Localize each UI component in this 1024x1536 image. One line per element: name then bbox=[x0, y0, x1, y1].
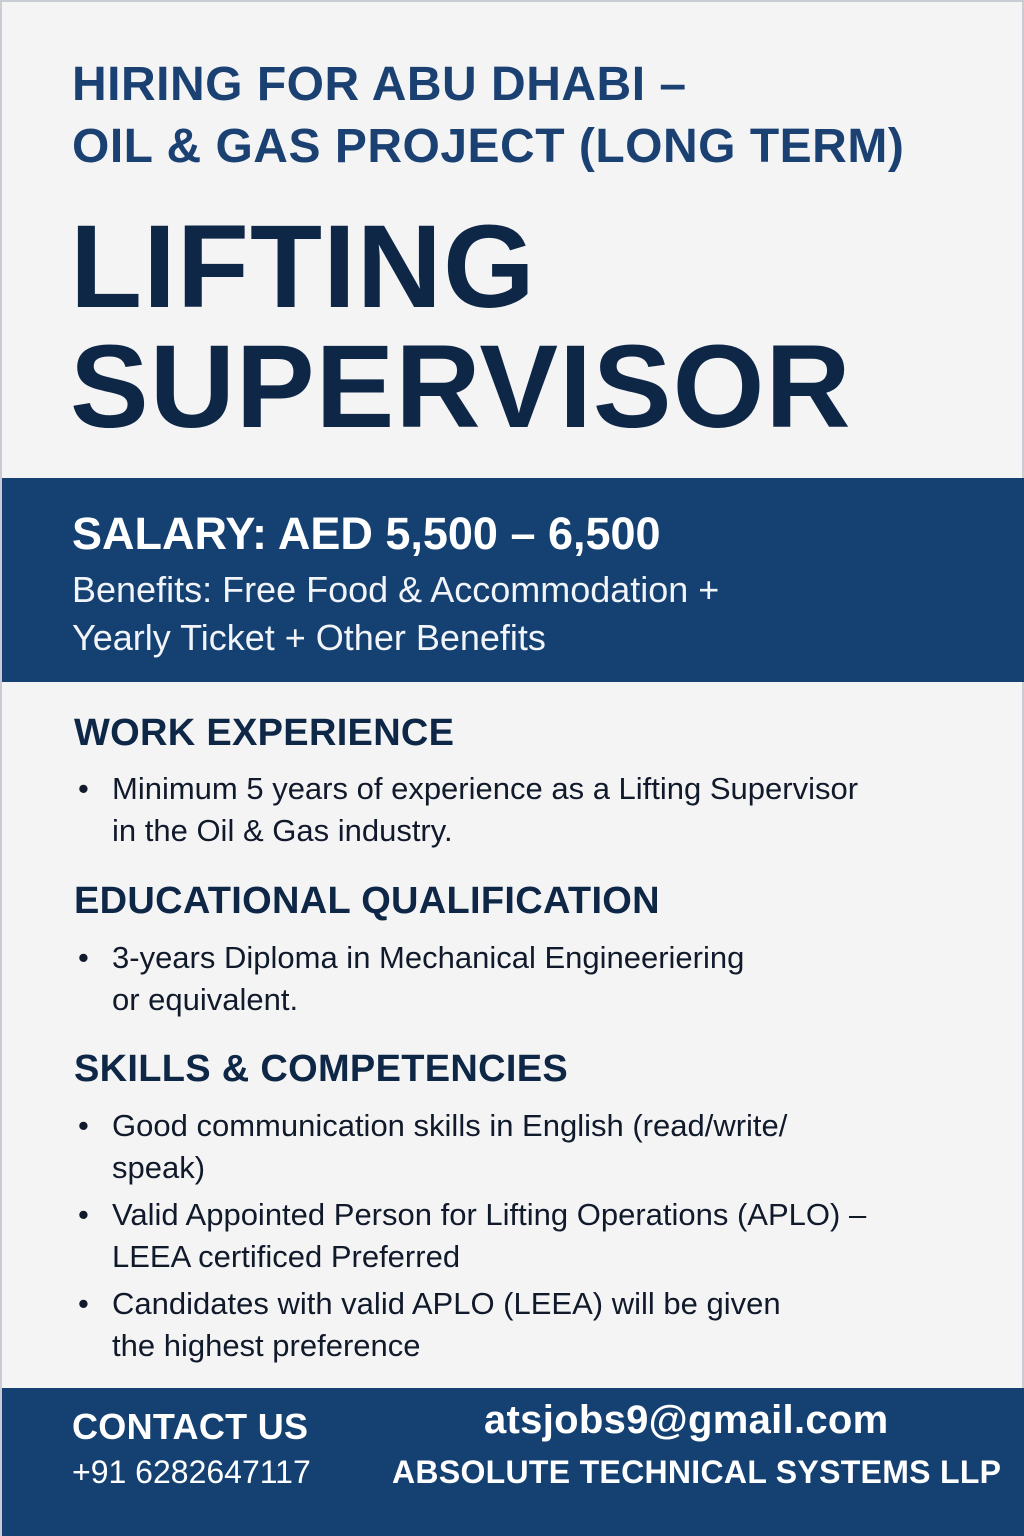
bullet-icon: • bbox=[78, 1108, 89, 1143]
bullet-icon: • bbox=[78, 1197, 89, 1232]
job-title-line-1: LIFTING bbox=[70, 201, 536, 333]
list-item bbox=[74, 1194, 974, 1278]
list-item bbox=[74, 937, 974, 1021]
education-list bbox=[74, 937, 974, 1025]
phone-number[interactable]: +91 6282647117 bbox=[72, 1454, 311, 1490]
hiring-headline bbox=[72, 54, 972, 178]
list-item bbox=[74, 1283, 974, 1367]
bullet-icon: • bbox=[78, 771, 89, 806]
benefits-line-1: Benefits: Free Food & Accommodation + bbox=[72, 569, 720, 610]
list-item-line: speak) bbox=[112, 1150, 206, 1185]
work-experience-list bbox=[74, 768, 974, 856]
company-name: ABSOLUTE TECHNICAL SYSTEMS LLP bbox=[392, 1454, 1002, 1490]
skills-heading: SKILLS & COMPETENCIES bbox=[74, 1048, 569, 1090]
email-address[interactable]: atsjobs9@gmail.com bbox=[484, 1398, 889, 1442]
education-heading: EDUCATIONAL QUALIFICATION bbox=[74, 880, 660, 922]
job-title bbox=[70, 201, 990, 453]
bullet-icon: • bbox=[78, 940, 89, 975]
list-item-line: in the Oil & Gas industry. bbox=[112, 813, 453, 848]
list-item bbox=[74, 1105, 974, 1189]
list-item-line: LEEA certificed Preferred bbox=[112, 1239, 461, 1274]
hiring-line-1: HIRING FOR ABU DHABI – bbox=[72, 58, 687, 111]
benefits-text bbox=[72, 566, 952, 662]
work-experience-heading: WORK EXPERIENCE bbox=[74, 712, 455, 754]
list-item-line: Candidates with valid APLO (LEEA) will be given bbox=[112, 1286, 781, 1321]
job-title-line-2: SUPERVISOR bbox=[70, 321, 852, 453]
list-item-line: or equivalent. bbox=[112, 982, 299, 1017]
contact-us-label: CONTACT US bbox=[72, 1406, 309, 1447]
skills-list bbox=[74, 1105, 974, 1372]
list-item-line: the highest preference bbox=[112, 1328, 421, 1363]
salary-band bbox=[2, 478, 1024, 682]
list-item-line: 3-years Diploma in Mechanical Engineeriering bbox=[112, 940, 745, 975]
contact-footer bbox=[2, 1388, 1024, 1536]
list-item bbox=[74, 768, 974, 852]
list-item-line: Valid Appointed Person for Lifting Operations (APLO) – bbox=[112, 1197, 867, 1232]
bullet-icon: • bbox=[78, 1286, 89, 1321]
list-item-line: Good communication skills in English (read/write/ bbox=[112, 1108, 788, 1143]
benefits-line-2: Yearly Ticket + Other Benefits bbox=[72, 617, 546, 658]
hiring-line-2: OIL & GAS PROJECT (LONG TERM) bbox=[72, 120, 905, 173]
list-item-line: Minimum 5 years of experience as a Lifting Supervisor bbox=[112, 771, 859, 806]
salary-text: SALARY: AED 5,500 – 6,500 bbox=[72, 508, 661, 559]
